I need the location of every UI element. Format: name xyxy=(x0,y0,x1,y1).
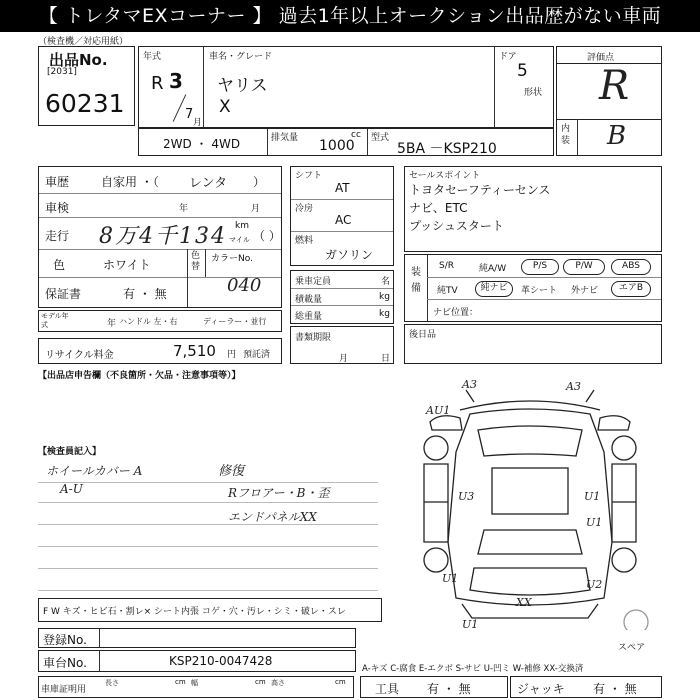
equip-abs: ABS xyxy=(611,259,651,275)
mileage-paren: （ ） xyxy=(253,229,281,243)
header-note: （検査機／対応用紙） xyxy=(38,37,129,47)
score-box xyxy=(556,46,662,156)
detail-box xyxy=(38,166,282,308)
deadline-day: 日 xyxy=(381,354,391,364)
model-year-handle: ハンドル 左・右 xyxy=(119,317,178,326)
equip-sr: S/R xyxy=(439,261,454,271)
model-year-year: 年 xyxy=(107,319,117,329)
tools-label: 工具 xyxy=(375,682,400,696)
recycle-label: リサイクル料金 xyxy=(45,350,114,361)
inspection-year: 年 xyxy=(179,204,189,214)
model-year-row xyxy=(38,310,282,332)
fw-row xyxy=(38,598,382,622)
inspector-label: 【検査員記入】 xyxy=(38,447,102,457)
recycle-row xyxy=(38,338,282,364)
equip-airbag: エアB xyxy=(611,281,651,297)
inspector-note-left-1: ホイールカバー A xyxy=(46,464,143,478)
equip-ext-navi: 外ナビ xyxy=(571,286,599,296)
mark-u1-d: U1 xyxy=(462,618,479,631)
equip-leather: 革シート xyxy=(521,286,558,296)
door-label: ドア xyxy=(499,52,517,62)
mileage-mile: マイル xyxy=(229,236,250,244)
chassis-label: 車台No. xyxy=(43,656,87,670)
equip-ps: P/S xyxy=(521,259,559,275)
sales-point-3: プッシュスタート xyxy=(409,219,504,233)
mileage-label: 走行 xyxy=(45,229,70,243)
displacement-unit: cc xyxy=(351,130,361,140)
year-month: 7 xyxy=(185,107,194,122)
history-label: 車歴 xyxy=(45,175,70,189)
color-value: ホワイト xyxy=(103,258,151,272)
model-value: 5BA －KSP210 xyxy=(397,141,497,157)
model-year-label: モデル年式 xyxy=(41,312,69,329)
fuel-label: 燃料 xyxy=(295,236,314,246)
inspector-note-left-2: A-U xyxy=(60,482,83,496)
load-unit: kg xyxy=(379,292,390,302)
cert-row xyxy=(38,676,354,698)
door-value: 5 xyxy=(517,61,528,81)
cert-cm1: cm xyxy=(175,678,186,686)
legend: A-キズ C-腐食 E-エクボ S-サビ U-凹ミ W-補修 XX-交換済 xyxy=(362,664,584,674)
lot-label: 出品No. xyxy=(49,51,108,69)
cert-length: 長さ xyxy=(105,679,119,687)
sales-point-2: ナビ、ETC xyxy=(409,201,468,215)
drive-type: 2WD ・ 4WD xyxy=(163,137,241,151)
color-code: 040 xyxy=(227,275,262,296)
sales-point-1: トヨタセーフティーセンス xyxy=(409,183,551,197)
registration-row xyxy=(38,628,356,648)
capacity-box xyxy=(290,270,394,324)
capacity-unit: 名 xyxy=(381,277,391,287)
cert-height: 高さ xyxy=(271,679,285,687)
deadline-label: 書類期限 xyxy=(295,333,332,343)
equip-pw: P/W xyxy=(563,259,605,275)
cert-cm2: cm xyxy=(255,678,266,686)
color-change-label: 色替 xyxy=(191,251,201,272)
color-code-label: カラーNo. xyxy=(211,254,253,264)
sales-points-box xyxy=(404,166,662,252)
fw-text: F W キズ・ヒビ石・割レ× シート内張 コゲ・穴・汚レ・シミ・破レ・スレ xyxy=(43,607,346,617)
cert-width: 幅 xyxy=(191,679,198,687)
banner: 【 トレタマEXコーナー 】 過去1年以上オークション出品歴がない車両 xyxy=(0,0,700,32)
jack-value: 有 ・ 無 xyxy=(593,682,637,696)
shift-value: AT xyxy=(335,181,350,195)
history-close: ） xyxy=(253,175,266,189)
mark-u1-b: U1 xyxy=(586,516,603,529)
load-label: 積載量 xyxy=(295,295,323,305)
mark-a3-right: A3 xyxy=(566,380,581,393)
inspection-label: 車検 xyxy=(45,201,70,215)
inspector-note-right-3: エンドパネルXX xyxy=(228,510,317,524)
tools-row xyxy=(360,676,508,698)
interior-label: 内装 xyxy=(561,124,571,146)
displacement-label: 排気量 xyxy=(271,133,299,143)
tools-value: 有 ・ 無 xyxy=(427,682,471,696)
car-grade: X xyxy=(219,97,231,117)
deadline-month: 月 xyxy=(339,354,349,364)
lot-number: 60231 xyxy=(45,89,125,118)
fuel-value: ガソリン xyxy=(325,248,374,262)
mark-u1-a: U1 xyxy=(584,490,601,503)
score-value: R xyxy=(599,63,630,109)
sales-points-label: セールスポイント xyxy=(409,171,481,181)
equipment-label: 装備 xyxy=(411,267,421,294)
inspection-month: 月 xyxy=(251,204,261,214)
lot-small-number: [2031] xyxy=(47,67,77,77)
capacity-label: 乗車定員 xyxy=(295,277,332,287)
equip-aw: 純A/W xyxy=(479,264,507,274)
warranty-value: 有 ・ 無 xyxy=(123,287,167,301)
equip-navi: 純ナビ xyxy=(475,281,513,297)
recycle-value: 7,510 xyxy=(173,342,216,360)
deadline-box xyxy=(290,326,394,364)
chassis-row xyxy=(38,650,356,672)
inspector-note-right-1: 修復 xyxy=(218,464,245,479)
recycle-unit: 円 xyxy=(227,350,237,360)
history-value: レンタ xyxy=(189,176,228,191)
mileage-km: km xyxy=(235,221,249,231)
equipment-box xyxy=(404,254,662,322)
gross-label: 総重量 xyxy=(295,312,323,322)
car-info-box xyxy=(138,46,554,128)
cert-label: 車庫証明用 xyxy=(41,685,87,695)
equip-navi-position: ナビ位置： xyxy=(433,308,479,318)
history-options: 自家用 ・（ xyxy=(101,175,159,189)
drivetrain-box xyxy=(290,166,394,266)
spec-row xyxy=(138,128,554,156)
mileage-value: 8万4千134 xyxy=(99,224,227,249)
color-label: 色 xyxy=(53,258,66,272)
jack-label: ジャッキ xyxy=(517,682,565,696)
model-label: 型式 xyxy=(371,133,390,143)
recycle-note: 預託済 xyxy=(243,350,271,360)
mark-u1-c: U1 xyxy=(442,572,459,585)
model-year-dealer: ディーラー・並行 xyxy=(203,317,267,326)
registration-label: 登録No. xyxy=(43,633,87,647)
equip-tv: 純TV xyxy=(437,286,458,296)
year-label: 年式 xyxy=(143,52,162,62)
warranty-label: 保証書 xyxy=(45,287,82,301)
aircon-value: AC xyxy=(335,213,352,227)
mark-u3: U3 xyxy=(458,490,475,503)
door-shape-label: 形状 xyxy=(524,88,543,98)
mark-xx: XX xyxy=(516,596,532,609)
car-name: ヤリス xyxy=(217,76,268,96)
chassis-value: KSP210-0047428 xyxy=(169,654,273,668)
displacement-value: 1000 xyxy=(319,138,355,154)
seller-notes-label: 【出品店申告欄（不良箇所・欠品・注意事項等）】 xyxy=(38,371,241,381)
inspector-note-right-2: Rフロアー・B・歪 xyxy=(228,486,330,500)
lot-box xyxy=(38,46,135,126)
mark-au1: AU1 xyxy=(426,404,451,417)
interior-value: B xyxy=(607,121,627,151)
mark-a3-left: A3 xyxy=(462,378,477,391)
remarks-label: 後日品 xyxy=(409,330,437,340)
year-era: R xyxy=(151,73,164,94)
remarks-box xyxy=(404,324,662,364)
mark-u2: U2 xyxy=(586,578,603,591)
year-value: 3 xyxy=(169,69,183,93)
aircon-label: 冷房 xyxy=(295,204,314,214)
car-label: 車名・グレード xyxy=(209,52,273,62)
gross-unit: kg xyxy=(379,309,390,319)
spare-label: スペア xyxy=(618,643,646,653)
score-label: 評価点 xyxy=(587,53,615,63)
shift-label: シフト xyxy=(295,171,323,181)
jack-row xyxy=(510,676,662,698)
cert-cm3: cm xyxy=(335,678,346,686)
year-month-unit: 月 xyxy=(193,118,203,128)
